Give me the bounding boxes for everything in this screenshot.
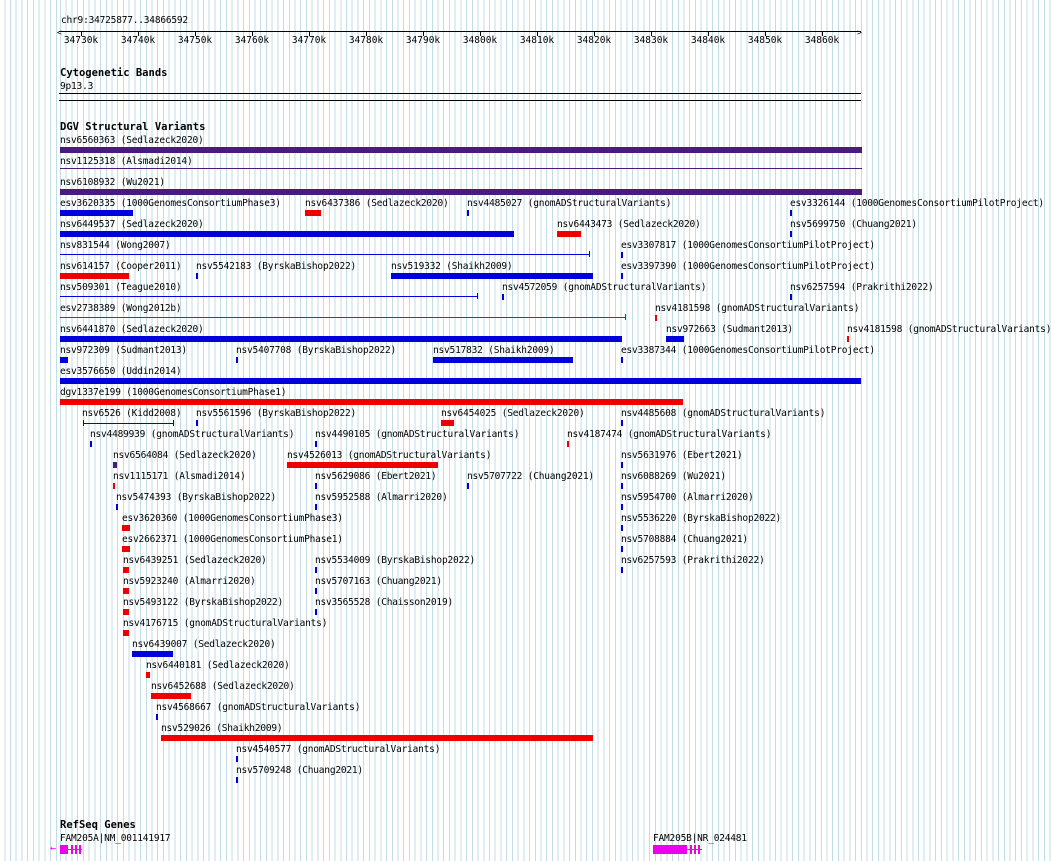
track-divider — [59, 100, 861, 101]
variant-bar[interactable] — [621, 252, 623, 258]
variant-label[interactable]: nsv509301 (Teague2010) — [60, 282, 182, 293]
variant-bar[interactable] — [132, 651, 173, 657]
variant-bar[interactable] — [60, 273, 129, 279]
variant-bar[interactable] — [391, 273, 593, 279]
variant-bar[interactable] — [151, 693, 191, 699]
variant-bar[interactable] — [621, 483, 623, 489]
variant-bar[interactable] — [655, 315, 657, 321]
variant-bar[interactable] — [467, 210, 469, 216]
variant-bar[interactable] — [123, 630, 129, 636]
variant-bar[interactable] — [60, 378, 861, 384]
variant-bar[interactable] — [60, 231, 514, 237]
gene-arrow-left-icon: ← — [50, 843, 57, 854]
variant-bar[interactable] — [90, 441, 92, 447]
variant-label[interactable]: nsv6526 (Kidd2008) — [82, 408, 182, 419]
variant-label[interactable]: nsv972663 (Sudmant2013) — [666, 324, 793, 335]
variant-bar[interactable] — [236, 756, 238, 762]
variant-bar[interactable] — [621, 504, 623, 510]
variant-label[interactable]: esv3307817 (1000GenomesConsortiumPilotProject) — [621, 240, 875, 251]
variant-label[interactable]: esv3326144 (1000GenomesConsortiumPilotProject) — [790, 198, 1044, 209]
ruler-arrow-icon: > — [857, 28, 862, 37]
variant-bar[interactable] — [315, 504, 317, 510]
ruler-tick-label: 34750k — [177, 35, 213, 46]
ruler-tick-label: 34780k — [348, 35, 384, 46]
variant-label[interactable]: nsv5699750 (Chuang2021) — [790, 219, 917, 230]
variant-bar[interactable] — [305, 210, 321, 216]
variant-bar[interactable] — [315, 588, 317, 594]
variant-bar[interactable] — [123, 609, 129, 615]
variant-bar[interactable] — [567, 441, 569, 447]
variant-bar-end — [625, 314, 626, 320]
variant-bar[interactable] — [236, 777, 238, 783]
refseq-track-title[interactable]: RefSeq Genes — [60, 819, 136, 831]
variant-bar[interactable] — [83, 423, 174, 424]
variant-bar[interactable] — [433, 357, 573, 363]
variant-label[interactable]: nsv5631976 (Ebert2021) — [621, 450, 743, 461]
cyto-track-title[interactable]: Cytogenetic Bands — [60, 67, 168, 79]
variant-label[interactable]: nsv4181598 (gnomADStructuralVariants) — [655, 303, 860, 314]
gene-exon[interactable] — [79, 845, 81, 854]
ruler-tick-label: 34760k — [234, 35, 270, 46]
variant-bar[interactable] — [315, 567, 317, 573]
variant-bar[interactable] — [790, 294, 792, 300]
variant-label[interactable]: nsv6257593 (Prakrithi2022) — [621, 555, 765, 566]
variant-label[interactable]: esv3387344 (1000GenomesConsortiumPilotProject) — [621, 345, 875, 356]
variant-label[interactable]: nsv4572059 (gnomADStructuralVariants) — [502, 282, 707, 293]
ruler-tick-label: 34830k — [633, 35, 669, 46]
variant-bar[interactable] — [287, 462, 438, 468]
cyto-band-line — [59, 93, 861, 94]
variant-bar[interactable] — [315, 609, 317, 615]
variant-label[interactable]: nsv6443473 (Sedlazeck2020) — [557, 219, 701, 230]
variant-label[interactable]: nsv5952588 (Almarri2020) — [315, 492, 448, 503]
variant-label[interactable]: nsv6560363 (Sedlazeck2020) — [60, 135, 204, 146]
variant-bar[interactable] — [790, 231, 792, 237]
variant-label[interactable]: nsv5954700 (Almarri2020) — [621, 492, 754, 503]
gene-label[interactable]: FAM205A|NM_001141917 — [60, 833, 171, 844]
gene-exon[interactable] — [75, 845, 77, 854]
variant-label[interactable]: nsv6454025 (Sedlazeck2020) — [441, 408, 585, 419]
variant-label[interactable]: nsv4568667 (gnomADStructuralVariants) — [156, 702, 361, 713]
variant-bar-end — [589, 251, 590, 257]
variant-label[interactable]: nsv5542183 (ByrskaBishop2022) — [196, 261, 357, 272]
variant-label[interactable]: esv2662371 (1000GenomesConsortiumPhase1) — [122, 534, 343, 545]
variant-bar[interactable] — [467, 483, 469, 489]
variant-label[interactable]: nsv614157 (Cooper2011) — [60, 261, 182, 272]
variant-label[interactable]: nsv3565528 (Chaisson2019) — [315, 597, 453, 608]
variant-label[interactable]: nsv6439007 (Sedlazeck2020) — [132, 639, 276, 650]
variant-label[interactable]: nsv4526013 (gnomADStructuralVariants) — [287, 450, 492, 461]
variant-bar[interactable] — [621, 357, 623, 363]
ruler-tick-label: 34800k — [462, 35, 498, 46]
gene-exon[interactable] — [71, 845, 73, 854]
variant-label[interactable]: nsv6437386 (Sedlazeck2020) — [305, 198, 449, 209]
variant-bar[interactable] — [790, 210, 792, 216]
variant-label[interactable]: nsv517832 (Shaikh2009) — [433, 345, 555, 356]
variant-label[interactable]: nsv5407708 (ByrskaBishop2022) — [236, 345, 397, 356]
variant-label[interactable]: esv2738389 (Wong2012b) — [60, 303, 182, 314]
ruler-tick-label: 34730k — [63, 35, 99, 46]
variant-bar[interactable] — [116, 504, 118, 510]
variant-label[interactable]: nsv529026 (Shaikh2009) — [161, 723, 283, 734]
variant-bar[interactable] — [60, 168, 862, 169]
ruler-tick-label: 34850k — [747, 35, 783, 46]
variant-label[interactable]: nsv6440181 (Sedlazeck2020) — [146, 660, 290, 671]
variant-bar[interactable] — [60, 147, 862, 153]
ruler-arrow-left-icon: < — [57, 28, 62, 37]
variant-label[interactable]: nsv6564084 (Sedlazeck2020) — [113, 450, 257, 461]
variant-label[interactable]: nsv5474393 (ByrskaBishop2022) — [116, 492, 277, 503]
gene-exon[interactable] — [690, 845, 692, 854]
variant-bar[interactable] — [60, 399, 683, 405]
variant-label[interactable]: nsv5561596 (ByrskaBishop2022) — [196, 408, 357, 419]
variant-label[interactable]: nsv519332 (Shaikh2009) — [391, 261, 513, 272]
variant-bar[interactable] — [122, 546, 130, 552]
variant-label[interactable]: nsv972309 (Sudmant2013) — [60, 345, 187, 356]
variant-bar-end — [173, 420, 174, 426]
variant-bar[interactable] — [60, 210, 133, 216]
variant-label[interactable]: nsv4187474 (gnomADStructuralVariants) — [567, 429, 772, 440]
variant-bar[interactable] — [161, 735, 593, 741]
variant-bar-end — [477, 293, 478, 299]
variant-bar[interactable] — [113, 462, 117, 468]
variant-label[interactable]: nsv1115171 (Alsmadi2014) — [113, 471, 246, 482]
variant-bar[interactable] — [60, 296, 478, 297]
ruler-tick-label: 34810k — [519, 35, 555, 46]
variant-label[interactable]: nsv6088269 (Wu2021) — [621, 471, 726, 482]
variant-bar[interactable] — [60, 357, 68, 363]
variant-bar[interactable] — [60, 336, 622, 342]
variant-bar[interactable] — [621, 546, 623, 552]
variant-bar[interactable] — [146, 672, 150, 678]
variant-label[interactable]: nsv5534009 (ByrskaBishop2022) — [315, 555, 476, 566]
variant-label[interactable]: nsv5707722 (Chuang2021) — [467, 471, 594, 482]
ruler-tick-label: 34860k — [804, 35, 840, 46]
variant-bar[interactable] — [113, 483, 115, 489]
variant-bar[interactable] — [502, 294, 504, 300]
variant-label[interactable]: nsv6449537 (Sedlazeck2020) — [60, 219, 204, 230]
variant-label[interactable]: nsv4490105 (gnomADStructuralVariants) — [315, 429, 520, 440]
cyto-band-label: 9p13.3 — [60, 81, 94, 92]
variant-label[interactable]: nsv4176715 (gnomADStructuralVariants) — [123, 618, 328, 629]
variant-bar-end — [83, 420, 84, 426]
gene-exon[interactable] — [694, 845, 696, 854]
variant-label[interactable]: nsv4485027 (gnomADStructuralVariants) — [467, 198, 672, 209]
variant-bar[interactable] — [122, 525, 130, 531]
variant-label[interactable]: nsv4489939 (gnomADStructuralVariants) — [90, 429, 295, 440]
gene-feature[interactable] — [60, 845, 68, 854]
variant-label[interactable]: nsv1125318 (Alsmadi2014) — [60, 156, 193, 167]
variant-label[interactable]: nsv6257594 (Prakrithi2022) — [790, 282, 934, 293]
variant-bar[interactable] — [621, 420, 623, 426]
variant-bar[interactable] — [315, 483, 317, 489]
variant-bar[interactable] — [621, 567, 623, 573]
variant-label[interactable]: nsv4181598 (gnomADStructuralVariants) — [847, 324, 1051, 335]
ruler-tick-label: 34790k — [405, 35, 441, 46]
variant-label[interactable]: nsv6439251 (Sedlazeck2020) — [123, 555, 267, 566]
variant-label[interactable]: nsv831544 (Wong2007) — [60, 240, 171, 251]
variant-label[interactable]: dgv1337e199 (1000GenomesConsortiumPhase1) — [60, 387, 287, 398]
variant-bar[interactable] — [196, 420, 198, 426]
variant-bar[interactable] — [123, 567, 129, 573]
position-label: chr9:34725877..34866592 — [61, 15, 188, 26]
variant-label[interactable]: esv3576650 (Uddin2014) — [60, 366, 182, 377]
variant-bar[interactable] — [156, 714, 158, 720]
ruler-tick-label: 34840k — [690, 35, 726, 46]
variant-bar[interactable] — [441, 420, 454, 426]
variant-bar[interactable] — [621, 273, 623, 279]
variant-label[interactable]: nsv4540577 (gnomADStructuralVariants) — [236, 744, 441, 755]
variant-label[interactable]: nsv5536220 (ByrskaBishop2022) — [621, 513, 782, 524]
variant-bar[interactable] — [621, 462, 623, 468]
variant-label[interactable]: esv3620335 (1000GenomesConsortiumPhase3) — [60, 198, 281, 209]
gene-feature[interactable] — [653, 845, 687, 854]
variant-label[interactable]: nsv5707163 (Chuang2021) — [315, 576, 442, 587]
ruler-tick-label: 34820k — [576, 35, 612, 46]
variant-label[interactable]: nsv6108932 (Wu2021) — [60, 177, 165, 188]
gene-label[interactable]: FAM205B|NR_024481 — [653, 833, 747, 844]
variant-bar[interactable] — [236, 357, 238, 363]
variant-label[interactable]: nsv5923240 (Almarri2020) — [123, 576, 256, 587]
variant-bar[interactable] — [666, 336, 684, 342]
variant-bar[interactable] — [60, 254, 590, 255]
variant-label[interactable]: esv3397390 (1000GenomesConsortiumPilotProject) — [621, 261, 875, 272]
gene-exon[interactable] — [698, 845, 700, 854]
ruler-tick-label: 34740k — [120, 35, 156, 46]
variant-label[interactable]: nsv5709248 (Chuang2021) — [236, 765, 363, 776]
variant-bar[interactable] — [123, 588, 129, 594]
variant-bar[interactable] — [196, 273, 198, 279]
variant-label[interactable]: nsv5629086 (Ebert2021) — [315, 471, 437, 482]
variant-label[interactable]: nsv5708884 (Chuang2021) — [621, 534, 748, 545]
variant-bar[interactable] — [315, 441, 317, 447]
variant-bar[interactable] — [847, 336, 849, 342]
variant-label[interactable]: nsv5493122 (ByrskaBishop2022) — [123, 597, 284, 608]
variant-bar[interactable] — [60, 317, 626, 318]
variant-bar[interactable] — [621, 525, 623, 531]
variant-label[interactable]: esv3620360 (1000GenomesConsortiumPhase3) — [122, 513, 343, 524]
variant-bar[interactable] — [557, 231, 581, 237]
ruler-line — [59, 31, 861, 32]
dgv-track-title[interactable]: DGV Structural Variants — [60, 121, 206, 133]
ruler-tick-label: 34770k — [291, 35, 327, 46]
variant-bar[interactable] — [60, 189, 862, 195]
variant-label[interactable]: nsv6452688 (Sedlazeck2020) — [151, 681, 295, 692]
variant-label[interactable]: nsv4485608 (gnomADStructuralVariants) — [621, 408, 826, 419]
variant-label[interactable]: nsv6441870 (Sedlazeck2020) — [60, 324, 204, 335]
